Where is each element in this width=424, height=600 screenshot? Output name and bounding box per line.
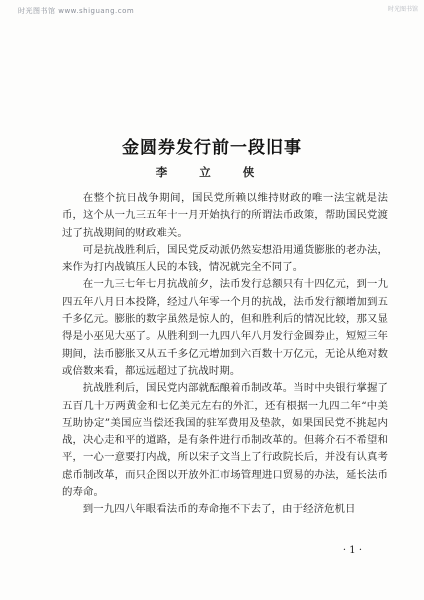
paragraph-3: 在一九三七年七月抗战前夕，法币发行总额只有十四亿元，到一九四五年八月日本投降，经过八年零一个月的抗战，法币发行额增加到五千多亿元。膨胀的数字虽然是惊人的，但和胜利后的情况比较，那又显得是小巫见大巫了。从胜利到一九四八年八月发行金圆券止，短短三年期间，法币膨胀又从五千多亿元增加到六百数十万亿元，无论从绝对数或倍数来看，都远远超过了抗战时期。 bbox=[62, 278, 388, 377]
article-title: 金圆券发行前一段旧事 bbox=[122, 138, 302, 158]
article-author: 李 立 侠 bbox=[155, 165, 269, 179]
paragraph-4: 抗战胜利后，国民党内部就酝酿着币制改革。当时中央银行掌握了五百几十万两黄金和七亿美元左右的外汇，还有根据一九四二年“中美互助协定”美国应当偿还我国的驻军费用及垫款，如果国民党不挑起内战，决心走和平的道路，是有条件进行币制改革的。但蒋介石不希望和平，一心一意要打内战，所以宋子文当上了行政院长后，并没有认真考虑币制改革，而只企图以开放外汇市场管理进口贸易的办法，延长法币的寿命。 bbox=[62, 382, 388, 499]
article-body bbox=[62, 190, 388, 519]
paragraph-5: 到一九四八年眼看法币的寿命拖不下去了，由于经济危机日 bbox=[82, 503, 356, 516]
watermark-text: 时光图书馆 www.shiguang.com bbox=[18, 7, 135, 15]
paragraph-1: 在整个抗日战争期间，国民党所赖以维持财政的唯一法宝就是法币，这个从一九三五年十一月开始执行的所谓法币政策，帮助国民党渡过了抗战期间的财政难关。 bbox=[62, 192, 388, 239]
watermark-corner: 时光图书馆 bbox=[387, 6, 418, 13]
page-number: · 1 · bbox=[342, 545, 362, 556]
paragraph-2: 可是抗战胜利后，国民党反动派仍然妄想沿用通货膨胀的老办法，来作为打内战镇压人民的本钱，情况就完全不同了。 bbox=[62, 243, 388, 274]
